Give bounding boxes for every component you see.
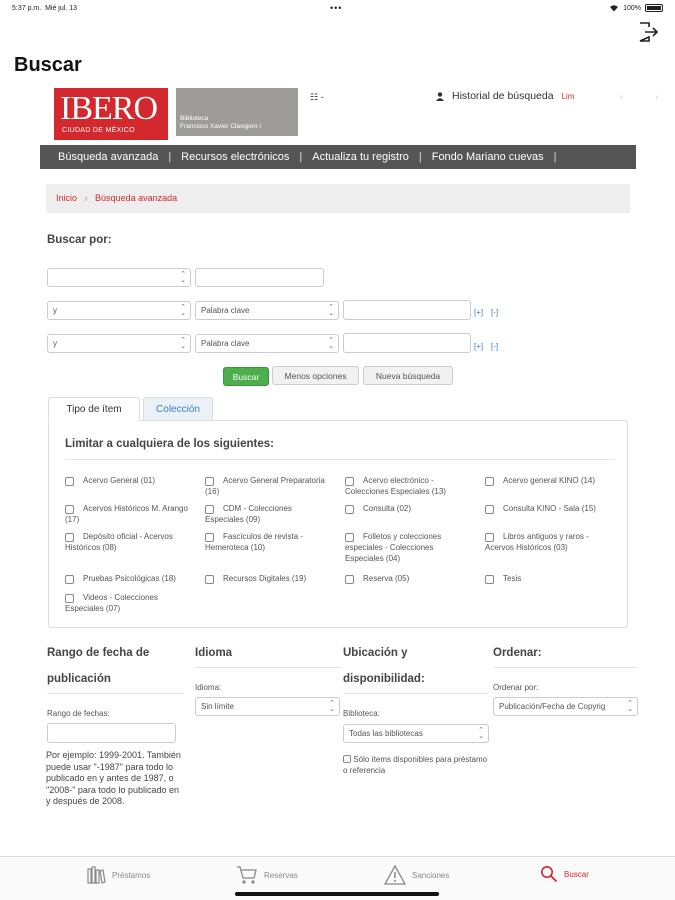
user-icon (436, 92, 444, 101)
checkbox-box[interactable] (345, 505, 354, 514)
library-label: Biblioteca: (343, 709, 380, 718)
panel-divider (65, 459, 615, 460)
library-logo[interactable] (176, 88, 298, 136)
remove-row-button-3[interactable]: [-] (491, 342, 499, 351)
checkbox-box[interactable] (343, 755, 351, 763)
checkbox-box[interactable] (65, 505, 74, 514)
select-arrow-icon: ⌃ ⌄ (329, 700, 335, 713)
tab-loans-label: Préstamos (112, 870, 151, 880)
item-type-checkbox[interactable]: Acervo General Preparatoria (16) (205, 476, 325, 496)
select-arrow-icon: ⌃ ⌄ (328, 337, 334, 350)
battery-icon (645, 4, 663, 12)
item-type-checkbox[interactable]: Tesis (485, 573, 615, 584)
home-indicator[interactable] (235, 892, 439, 896)
breadcrumb-current[interactable]: Búsqueda avanzada (95, 193, 178, 203)
books-icon (86, 865, 106, 885)
logout-button[interactable] (637, 22, 659, 42)
item-type-checkbox[interactable]: CDM - Colecciones Especiales (09) (205, 504, 292, 524)
item-type-checkbox[interactable]: Fascículos de revista - Hemeroteca (10) (205, 532, 304, 552)
breadcrumb (46, 184, 630, 213)
checkbox-box[interactable] (485, 477, 494, 486)
operator-select-2[interactable]: y ⌃ ⌄ (47, 301, 191, 320)
item-type-checkbox[interactable]: Consulta KINO - Sala (15) (485, 503, 615, 514)
new-search-button[interactable]: Nueva búsqueda (363, 366, 453, 385)
remove-row-button-2[interactable]: [-] (491, 308, 499, 317)
tab-search[interactable] (540, 865, 589, 883)
language-menu[interactable]: ☷ - (310, 92, 324, 102)
ibero-logo[interactable] (54, 88, 168, 140)
select-arrow-icon: ⌃ ⌄ (478, 727, 484, 740)
nav-separator: | (168, 151, 172, 163)
tab-sanctions[interactable] (384, 865, 449, 885)
tab-reserves[interactable] (236, 865, 298, 885)
checkbox-box[interactable] (485, 533, 494, 542)
item-type-checkbox[interactable]: Videos - Colecciones Especiales (07) (65, 593, 159, 613)
logo-text: IBERO (60, 90, 157, 127)
search-field-select-2[interactable]: Palabra clave ⌃ ⌄ (195, 301, 339, 320)
tab-item-type[interactable]: Tipo de ítem (48, 397, 140, 421)
search-button[interactable]: Buscar (223, 367, 269, 386)
column-divider (195, 667, 340, 668)
page-title: Buscar (14, 54, 82, 76)
language-select[interactable]: Sin límite ⌃ ⌄ (195, 697, 340, 716)
item-type-checkbox[interactable]: Reserva (05) (345, 573, 470, 584)
status-right (609, 4, 663, 12)
tab-reserves-label: Reservas (264, 870, 298, 880)
status-bar (0, 0, 675, 18)
select-arrow-icon: ⌃ ⌄ (328, 304, 334, 317)
search-field-select-1[interactable] (47, 268, 191, 287)
breadcrumb-separator: › (84, 193, 88, 203)
date-range-help: Por ejemplo: 1999-2001. También puede usar "-1987" para todo lo publicado en y antes de 1987, o "2008-" para todo lo publicado en y después de 2008. (46, 750, 181, 806)
select-arrow-icon: ⌃ ⌄ (180, 271, 186, 284)
checkbox-box[interactable] (65, 594, 74, 603)
search-icon (540, 865, 558, 883)
item-type-checkbox[interactable]: Acervo General (01) (65, 475, 190, 486)
multitask-dots[interactable]: ••• (330, 3, 343, 13)
checkbox-box[interactable] (65, 477, 74, 486)
date-range-heading: Rango de fecha de publicación (47, 647, 150, 685)
nav-advanced-search[interactable]: Búsqueda avanzada (58, 151, 159, 163)
date-range-label: Rango de fechas: (47, 709, 110, 718)
search-input-3[interactable] (343, 333, 471, 353)
warning-icon (384, 865, 406, 885)
item-type-checkbox[interactable]: Acervos Históricos M. Arango (17) (65, 504, 188, 524)
item-type-checkbox[interactable]: Consulta (02) (345, 503, 473, 514)
item-type-checkbox[interactable]: Folletos y colecciones especiales - Colecciones Especiales (04) (345, 532, 442, 563)
search-field-select-3[interactable]: Palabra clave ⌃ ⌄ (195, 334, 339, 353)
nav-update-registration[interactable]: Actualiza tu registro (312, 151, 409, 163)
search-history[interactable] (436, 90, 574, 102)
nav-electronic-resources[interactable]: Recursos electrónicos (181, 151, 290, 163)
checkbox-box[interactable] (345, 575, 354, 584)
search-input-1[interactable] (195, 268, 324, 287)
wifi-icon (609, 4, 619, 12)
item-type-checkbox[interactable]: Pruebas Psicológicas (18) (65, 573, 197, 584)
available-only-checkbox[interactable]: Sólo ítems disponibles para préstamo o referencia (343, 755, 488, 775)
checkbox-box[interactable] (65, 533, 74, 542)
search-input-2[interactable] (343, 300, 471, 320)
date-range-input[interactable] (47, 723, 176, 743)
checkbox-box[interactable] (345, 477, 354, 486)
add-row-button-2[interactable]: [+] (474, 308, 484, 317)
item-type-checkbox[interactable]: Acervo electrónico - Colecciones Especiales (13) (345, 476, 446, 496)
checkbox-box[interactable] (205, 477, 214, 486)
search-history-link[interactable]: Historial de búsqueda (452, 90, 554, 102)
logo-subtext: CIUDAD DE MÉXICO (62, 127, 135, 134)
header-prev-arrow[interactable]: ‹ (620, 92, 624, 103)
tab-collection[interactable]: Colección (143, 397, 213, 421)
checkbox-box[interactable] (205, 575, 214, 584)
nav-mariano-cuevas[interactable]: Fondo Mariano cuevas (431, 151, 544, 163)
main-navbar (40, 145, 636, 169)
logout-icon (637, 22, 659, 42)
item-type-checkbox[interactable]: Depósito oficial - Acervos Históricos (08) (65, 532, 173, 552)
library-logo-line1: Biblioteca (180, 115, 209, 122)
limit-link[interactable]: Lim (561, 91, 575, 101)
cart-icon (236, 865, 258, 885)
checkbox-box[interactable] (485, 575, 494, 584)
search-by-heading: Buscar por: (47, 234, 112, 246)
sort-heading: Ordenar: (493, 647, 542, 659)
column-divider (343, 693, 488, 694)
tab-loans[interactable] (86, 865, 150, 885)
checkbox-box[interactable] (205, 505, 214, 514)
select-arrow-icon: ⌃ ⌄ (180, 304, 186, 317)
select-arrow-icon: ⌃ ⌄ (180, 337, 186, 350)
status-time: 5:37 p.m. Mié jul. 13 (12, 5, 77, 12)
fewer-options-button[interactable]: Menos opciones (272, 366, 359, 385)
battery-percent: 100% (623, 4, 641, 12)
nav-separator: | (418, 151, 422, 163)
nav-separator: | (553, 151, 557, 163)
limit-title: Limitar a cualquiera de los siguientes: (65, 438, 274, 450)
checkbox-box[interactable] (65, 575, 74, 584)
language-heading: Idioma (195, 647, 233, 659)
column-divider (47, 693, 184, 694)
library-select[interactable]: Todas las bibliotecas ⌃ ⌄ (343, 724, 489, 743)
checkbox-box[interactable] (205, 533, 214, 542)
item-type-checkbox[interactable]: Libros antiguos y raros - Acervos Históricos (03) (485, 532, 589, 552)
checkbox-box[interactable] (485, 505, 494, 514)
item-type-checkbox[interactable]: Recursos Digitales (19) (205, 573, 335, 584)
library-logo-line2: Francisco Xavier Clavigero / (180, 123, 262, 130)
select-arrow-icon: ⌃ ⌄ (627, 700, 633, 713)
item-type-checkbox[interactable]: Acervo general KINO (14) (485, 475, 615, 486)
breadcrumb-home[interactable]: Inicio (56, 193, 78, 203)
column-divider (493, 667, 638, 668)
language-label: Idioma: (195, 683, 222, 692)
checkbox-box[interactable] (345, 533, 354, 542)
tab-sanctions-label: Sanciones (412, 870, 450, 880)
sort-select[interactable]: Publicación/Fecha de Copyrig ⌃ ⌄ (493, 697, 638, 716)
tab-search-label: Buscar (564, 869, 589, 879)
nav-separator: | (299, 151, 303, 163)
site-header (40, 82, 659, 142)
sort-label: Ordenar por: (493, 683, 539, 692)
operator-select-3[interactable]: y ⌃ ⌄ (47, 334, 191, 353)
add-row-button-3[interactable]: [+] (474, 342, 484, 351)
header-next-arrow[interactable]: › (655, 92, 659, 103)
location-heading: Ubicación y disponibilidad: (343, 647, 425, 685)
